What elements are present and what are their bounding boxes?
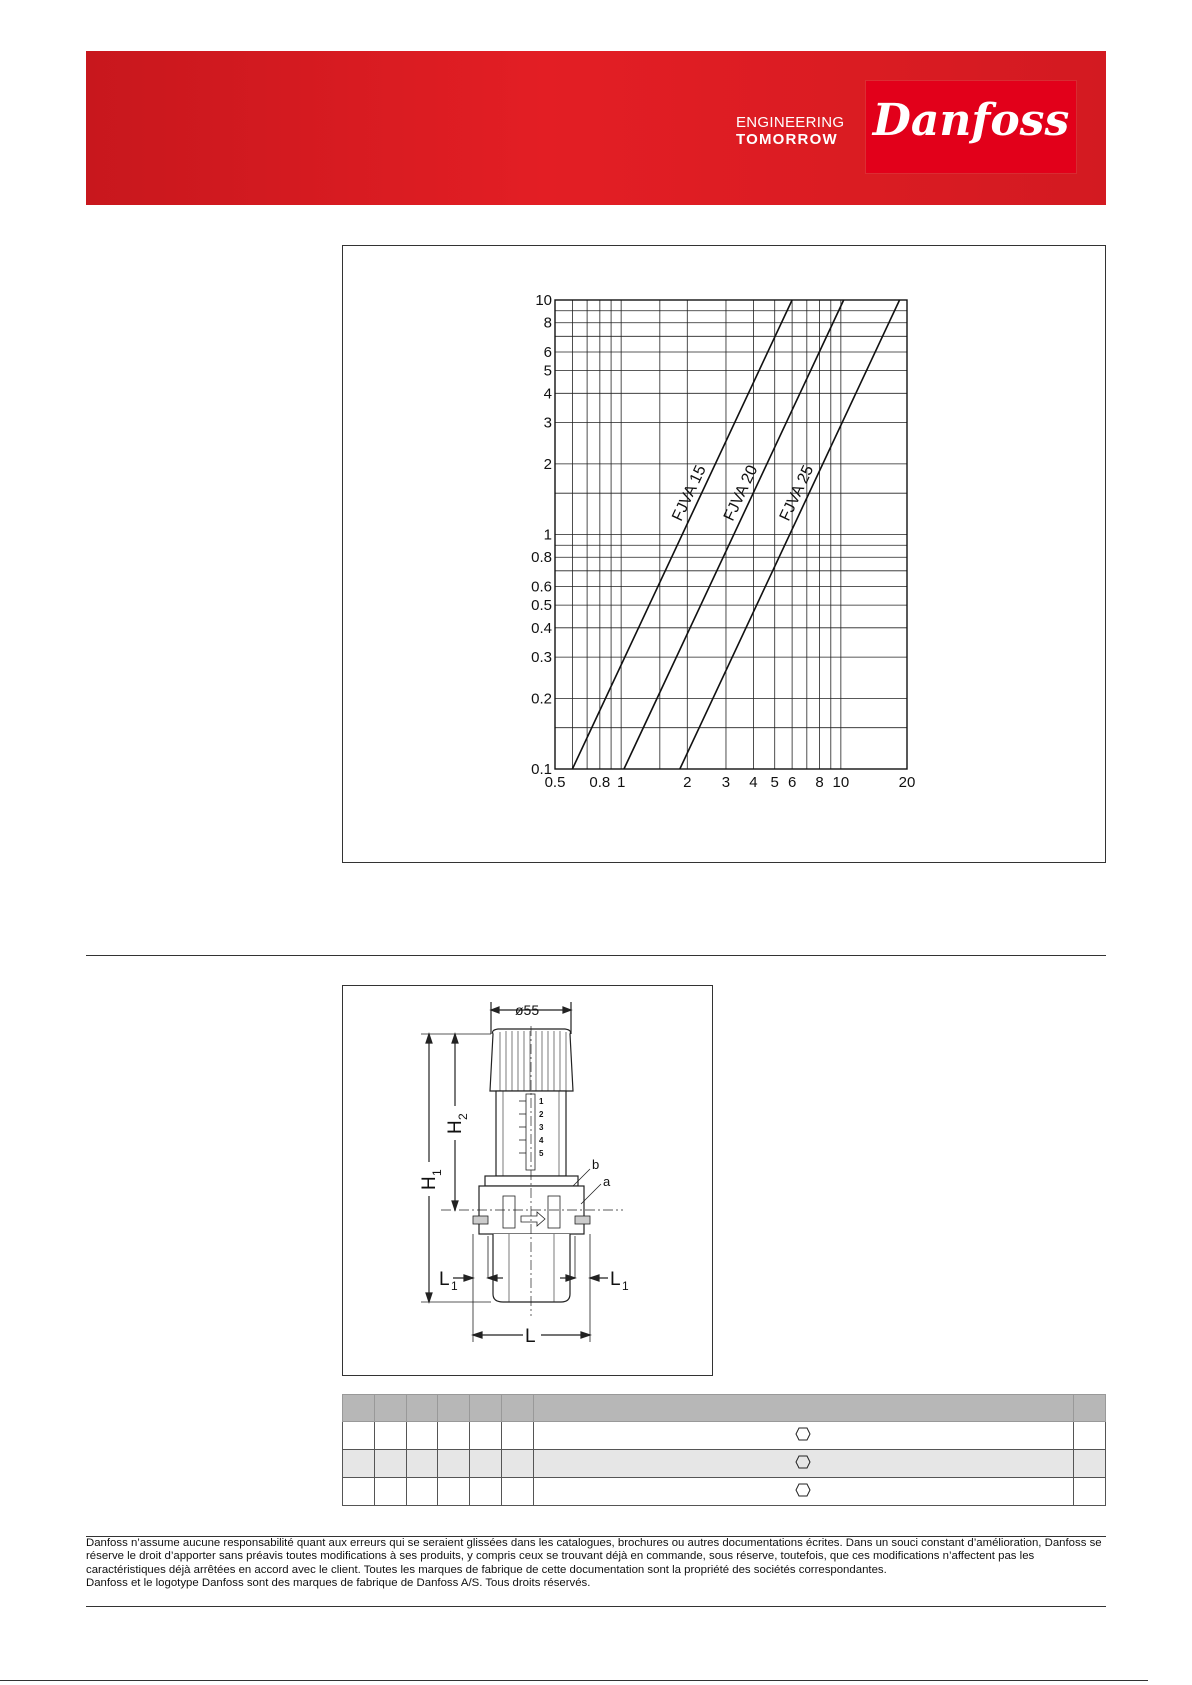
x-tick-label: 2 — [683, 774, 692, 791]
table-cell — [501, 1422, 533, 1450]
table-cell — [438, 1450, 470, 1478]
table-cell — [343, 1450, 375, 1478]
table-cell — [1074, 1450, 1106, 1478]
table-cell — [501, 1478, 533, 1506]
y-tick-label: 1 — [543, 526, 552, 544]
dimension-drawing — [343, 986, 714, 1377]
table-cell — [533, 1478, 1073, 1506]
svg-text:H: H — [419, 1176, 440, 1190]
table-row — [343, 1450, 1106, 1478]
danfoss-logo — [866, 81, 1076, 173]
x-tick-label: 5 — [770, 774, 779, 791]
y-tick-label: 0.6 — [531, 578, 552, 596]
y-tick-label: 0.5 — [531, 597, 552, 615]
scale-window — [526, 1094, 535, 1170]
l-label: L — [525, 1326, 536, 1347]
y-tick-label: 0.2 — [531, 690, 552, 708]
y-tick-label: 0.1 — [531, 761, 552, 778]
disclaimer — [86, 1537, 1106, 1591]
callout-a: a — [603, 1174, 611, 1189]
table-cell — [406, 1478, 438, 1506]
table-header-cell — [343, 1395, 375, 1422]
x-tick-label: 1 — [616, 774, 626, 791]
l1-right-label: L — [610, 1269, 621, 1290]
table-header-cell — [1074, 1395, 1106, 1422]
l1-right-sub: 1 — [622, 1279, 629, 1293]
table-cell — [374, 1422, 406, 1450]
table-cell — [470, 1478, 502, 1506]
x-tick-label: 20 — [898, 774, 916, 791]
table-header-cell — [406, 1395, 438, 1422]
table-cell — [343, 1478, 375, 1506]
table-cell — [533, 1450, 1073, 1478]
table-cell — [1074, 1478, 1106, 1506]
series-label: FJVA 15 — [669, 462, 710, 524]
knob — [490, 1029, 573, 1091]
table-header-cell — [374, 1395, 406, 1422]
tagline — [736, 114, 844, 148]
svg-text:1: 1 — [430, 1169, 444, 1176]
trademark-text: Danfoss et le logotype Danfoss sont des marques de fabrique de Danfoss A/S. Tous droits réservés. — [86, 1577, 591, 1590]
table-cell — [406, 1450, 438, 1478]
table-header-cell — [470, 1395, 502, 1422]
svg-text:H: H — [445, 1120, 466, 1134]
flow-chart — [343, 246, 1107, 864]
logo-text: Danfoss — [872, 95, 1070, 146]
table-cell — [470, 1422, 502, 1450]
svg-text:2: 2 — [456, 1113, 470, 1120]
scale-mark: 3 — [539, 1123, 544, 1132]
arrow — [491, 1007, 499, 1013]
tagline-line1: ENGINEERING — [736, 114, 845, 131]
table-cell — [533, 1422, 1073, 1450]
hexagon-icon — [795, 1483, 811, 1497]
spec-table — [342, 1394, 1106, 1506]
y-tick-label: 0.8 — [531, 549, 552, 567]
table-cell — [1074, 1422, 1106, 1450]
x-tick-label: 3 — [721, 774, 731, 791]
page-bottom-rule — [0, 1680, 1148, 1681]
y-tick-label: 0.3 — [531, 649, 552, 667]
y-tick-label: 2 — [543, 455, 552, 473]
x-tick-label: 8 — [815, 774, 824, 791]
table-header-row — [343, 1395, 1106, 1422]
scale-mark: 1 — [539, 1097, 544, 1106]
bottom-cap — [493, 1234, 570, 1302]
y-tick-label: 3 — [543, 414, 552, 432]
x-tick-label: 4 — [749, 774, 758, 791]
table-header-cell — [438, 1395, 470, 1422]
x-tick-label: 6 — [787, 774, 797, 791]
h1-label — [419, 1162, 444, 1196]
y-tick-label: 8 — [543, 314, 552, 332]
table-cell — [374, 1450, 406, 1478]
l1-left-label: L — [439, 1269, 450, 1290]
l1-left-sub: 1 — [451, 1279, 458, 1293]
table-cell — [438, 1478, 470, 1506]
footer-rule-bottom — [86, 1606, 1106, 1607]
table-cell — [438, 1422, 470, 1450]
arrow — [563, 1007, 571, 1013]
left-fitting — [473, 1216, 488, 1224]
x-tick-label: 0.8 — [589, 774, 611, 791]
scale-mark: 4 — [539, 1136, 544, 1145]
y-tick-label: 10 — [535, 292, 552, 309]
flow-chart-frame — [342, 245, 1106, 863]
x-tick-label: 10 — [832, 774, 850, 791]
table-cell — [501, 1450, 533, 1478]
hexagon-icon — [795, 1427, 811, 1441]
scale-mark: 2 — [539, 1110, 544, 1119]
y-tick-label: 5 — [543, 362, 552, 380]
table-cell — [343, 1422, 375, 1450]
table-header-cell — [533, 1395, 1073, 1422]
table-cell — [374, 1478, 406, 1506]
valve-collar — [485, 1176, 578, 1186]
hexagon-icon — [795, 1455, 811, 1469]
table-row — [343, 1478, 1106, 1506]
table-row — [343, 1422, 1106, 1450]
section-divider — [86, 955, 1106, 956]
x-tick-label: 0.5 — [544, 774, 566, 791]
callout-b: b — [592, 1157, 600, 1172]
y-tick-label: 0.4 — [531, 619, 552, 637]
table-cell — [406, 1422, 438, 1450]
series-label: FJVA 20 — [720, 462, 762, 524]
y-tick-label: 4 — [543, 385, 552, 403]
table-header-cell — [501, 1395, 533, 1422]
right-fitting — [575, 1216, 590, 1224]
dimension-drawing-frame — [342, 985, 713, 1376]
diameter-label: ø55 — [515, 1002, 540, 1018]
series-label: FJVA 25 — [776, 462, 818, 524]
h2-label — [445, 1106, 470, 1140]
y-tick-label: 6 — [543, 344, 552, 362]
tagline-line2: TOMORROW — [736, 131, 838, 148]
disclaimer-text: Danfoss n’assume aucune responsabilité quant aux erreurs qui se seraient glissées dans les catalogues, brochures ou autres documentations écrites. Dans un souci constant d’amélioration, Danfoss se réserve le droit d’apporter sans préavis toutes modifications à ses produits, y compris ceux se trouvant déjà en commande, sous réserve, toutefois, que ces modifications n’affectent pas les caractéristiques déjà arrêtées en accord avec le client. Toutes les marques de fabrique de cette documentation sont la propriété des sociétés correspondantes. — [86, 1537, 1102, 1576]
table-cell — [470, 1450, 502, 1478]
scale-mark: 5 — [539, 1149, 544, 1158]
